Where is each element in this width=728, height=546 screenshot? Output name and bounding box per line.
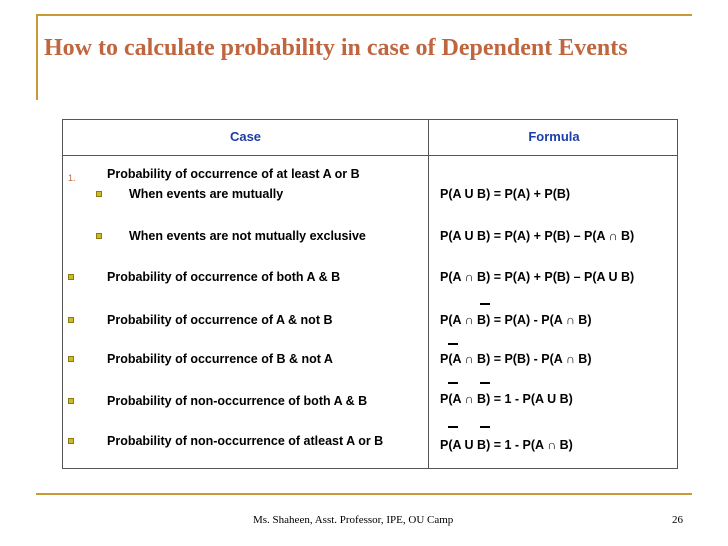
case-text: Probability of occurrence of both A & B [107, 270, 341, 284]
case-text: Probability of occurrence of at least A or B [107, 167, 360, 181]
left-border-line [36, 14, 38, 100]
bullet-icon [96, 191, 102, 197]
item-number: 1. [68, 173, 76, 183]
header-formula: Formula [528, 129, 580, 144]
complement-bar [448, 343, 458, 345]
bullet-icon [68, 398, 74, 404]
bullet-icon [68, 438, 74, 444]
bullet-icon [68, 274, 74, 280]
top-border-line [36, 14, 692, 16]
bullet-icon [68, 356, 74, 362]
formula-text: P(A U B) = P(A) + P(B) [440, 187, 571, 201]
formula-text: P(A U B) = P(A) + P(B) – P(A ∩ B) [440, 229, 635, 243]
bullet-icon [96, 233, 102, 239]
case-text: Probability of occurrence of A & not B [107, 313, 333, 327]
case-text: Probability of occurrence of B & not A [107, 352, 333, 366]
formula-text: P(A ∩ B) = P(A) + P(B) – P(A U B) [440, 270, 635, 284]
case-text: Probability of non-occurrence of both A & B [107, 394, 368, 408]
case-text: When events are mutually [129, 187, 284, 201]
formula-text: P(A ∩ B) = P(B) - P(A ∩ B) [440, 352, 592, 366]
header-divider [63, 155, 677, 156]
bullet-icon [68, 317, 74, 323]
complement-bar [480, 303, 490, 305]
header-case: Case [229, 129, 262, 144]
column-divider [428, 120, 429, 468]
formula-text: P(A ∩ B) = 1 - P(A U B) [440, 392, 573, 406]
complement-bar [480, 382, 490, 384]
footer-credit: Ms. Shaheen, Asst. Professor, IPE, OU Camp [253, 514, 454, 526]
slide-title: How to calculate probability in case of Dependent Events [44, 35, 628, 61]
formula-text: P(A ∩ B) = P(A) - P(A ∩ B) [440, 313, 592, 327]
complement-bar [480, 426, 490, 428]
formula-text: P(A U B) = 1 - P(A ∩ B) [440, 438, 573, 452]
case-text: Probability of non-occurrence of atleast A or B [107, 434, 384, 448]
page-number: 26 [672, 514, 683, 526]
case-text: When events are not mutually exclusive [129, 229, 366, 243]
complement-bar [448, 426, 458, 428]
bottom-border-line [36, 493, 692, 495]
complement-bar [448, 382, 458, 384]
